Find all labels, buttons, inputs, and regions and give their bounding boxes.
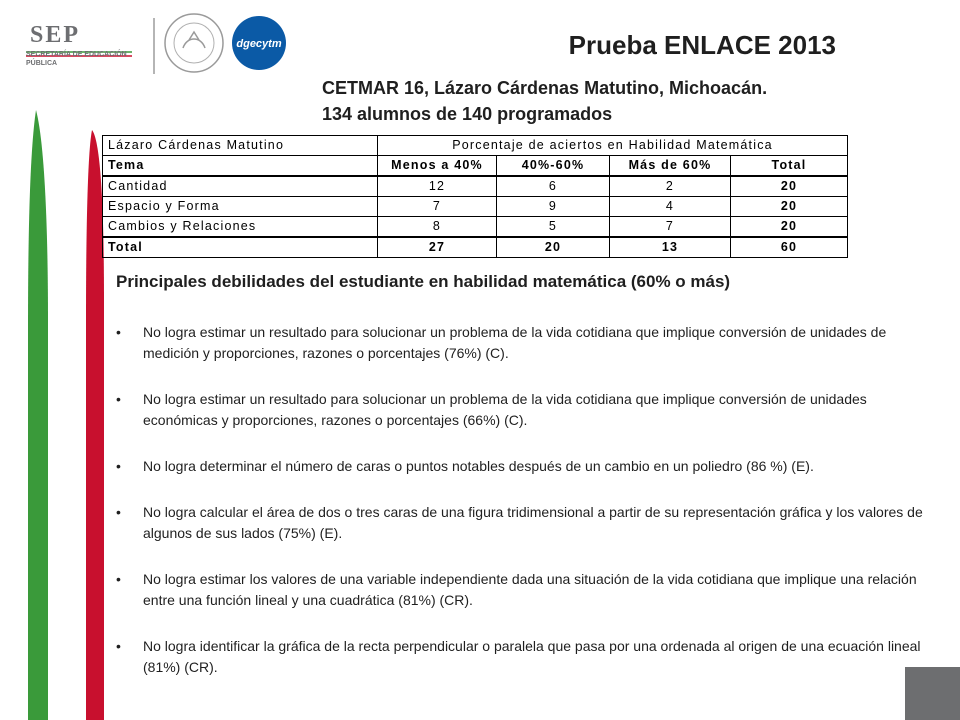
column-header-mas-60: Más de 60%: [610, 156, 731, 177]
list-item-text: No logra calcular el área de dos o tres caras de una figura tridimensional a partir de su representación gráfica y los valores de algunos de sus lados (75%) (E).: [143, 504, 923, 541]
table-total-row: [103, 237, 848, 258]
table-cell: 6: [497, 176, 610, 197]
list-item-text: No logra estimar los valores de una variable independiente dada una situación de la vida cotidiana que implique una relación entre una función lineal y una cuadrática (81%) (CR).: [143, 571, 917, 608]
table-cell-tema: Espacio y Forma: [103, 197, 378, 217]
corner-gray-box: [905, 667, 960, 720]
table-total-cell: 60: [731, 237, 848, 258]
list-item: [116, 456, 926, 477]
table-section-header: Porcentaje de aciertos en Habilidad Matemática: [378, 136, 848, 156]
table-column-row: [103, 156, 848, 177]
bullet-icon: •: [116, 324, 121, 340]
table-total-label: Total: [103, 237, 378, 258]
column-header-40-60: 40%-60%: [497, 156, 610, 177]
table-cell: 7: [610, 217, 731, 238]
dgecytm-logo-icon: [228, 14, 292, 72]
table-cell-total: 20: [731, 217, 848, 238]
bullet-icon: •: [116, 458, 121, 474]
table-cell: 12: [378, 176, 497, 197]
bullet-icon: •: [116, 638, 121, 654]
table-row: [103, 176, 848, 197]
decorative-stripes: [0, 0, 110, 720]
section-heading: Principales debilidades del estudiante en habilidad matemática (60% o más): [116, 272, 731, 291]
page-title: Prueba ENLACE 2013: [568, 30, 836, 60]
table-cell: 5: [497, 217, 610, 238]
table-cell-tema: Cambios y Relaciones: [103, 217, 378, 238]
results-table: [102, 135, 848, 258]
list-item-text: No logra identificar la gráfica de la recta perpendicular o paralela que pasa por una ordenada al origen de una ecuación lineal (81%) (CR).: [143, 638, 921, 675]
mexico-seal-icon: [163, 12, 225, 74]
header-divider: [153, 18, 155, 74]
table-row: [103, 217, 848, 238]
table-cell: 8: [378, 217, 497, 238]
table-header-row: [103, 136, 848, 156]
subtitle-school: CETMAR 16, Lázaro Cárdenas Matutino, Michoacán.: [322, 78, 768, 98]
bullet-icon: •: [116, 571, 121, 587]
table-cell: 9: [497, 197, 610, 217]
dgecytm-logo-text: dgecytm: [236, 38, 282, 50]
subtitle-students: 134 alumnos de 140 programados: [322, 104, 613, 124]
table-cell: 4: [610, 197, 731, 217]
table-cell-total: 20: [731, 197, 848, 217]
bullet-icon: •: [116, 504, 121, 520]
weakness-list: [116, 322, 926, 703]
table-total-cell: 27: [378, 237, 497, 258]
table-cell: 2: [610, 176, 731, 197]
list-item: [116, 636, 926, 678]
green-stripe-shape: [28, 110, 48, 720]
table-cell: 7: [378, 197, 497, 217]
column-header-total: Total: [731, 156, 848, 177]
bullet-icon: •: [116, 391, 121, 407]
table-row: [103, 197, 848, 217]
column-header-tema: Tema: [103, 156, 378, 177]
sep-logo-subtext: SECRETARÍA DE EDUCACIÓN PÚBLICA: [26, 51, 127, 67]
list-item: [116, 569, 926, 611]
list-item-text: No logra estimar un resultado para solucionar un problema de la vida cotidiana que implique conversión de unidades económicas y proporciones, razones o porcentajes (66%) (C).: [143, 391, 867, 428]
list-item: [116, 389, 926, 431]
list-item: [116, 502, 926, 544]
table-cell-total: 20: [731, 176, 848, 197]
list-item: [116, 322, 926, 364]
sep-logo-word: SEP: [30, 22, 81, 48]
table-school-cell: Lázaro Cárdenas Matutino: [103, 136, 378, 156]
column-header-menos-40: Menos a 40%: [378, 156, 497, 177]
table-total-cell: 20: [497, 237, 610, 258]
table-total-cell: 13: [610, 237, 731, 258]
list-item-text: No logra estimar un resultado para solucionar un problema de la vida cotidiana que implique conversión de unidades de medición y proporciones, razones o porcentajes (76%) (C).: [143, 324, 887, 361]
list-item-text: No logra determinar el número de caras o puntos notables después de un cambio en un poliedro (86 %) (E).: [143, 458, 814, 474]
table-cell-tema: Cantidad: [103, 176, 378, 197]
